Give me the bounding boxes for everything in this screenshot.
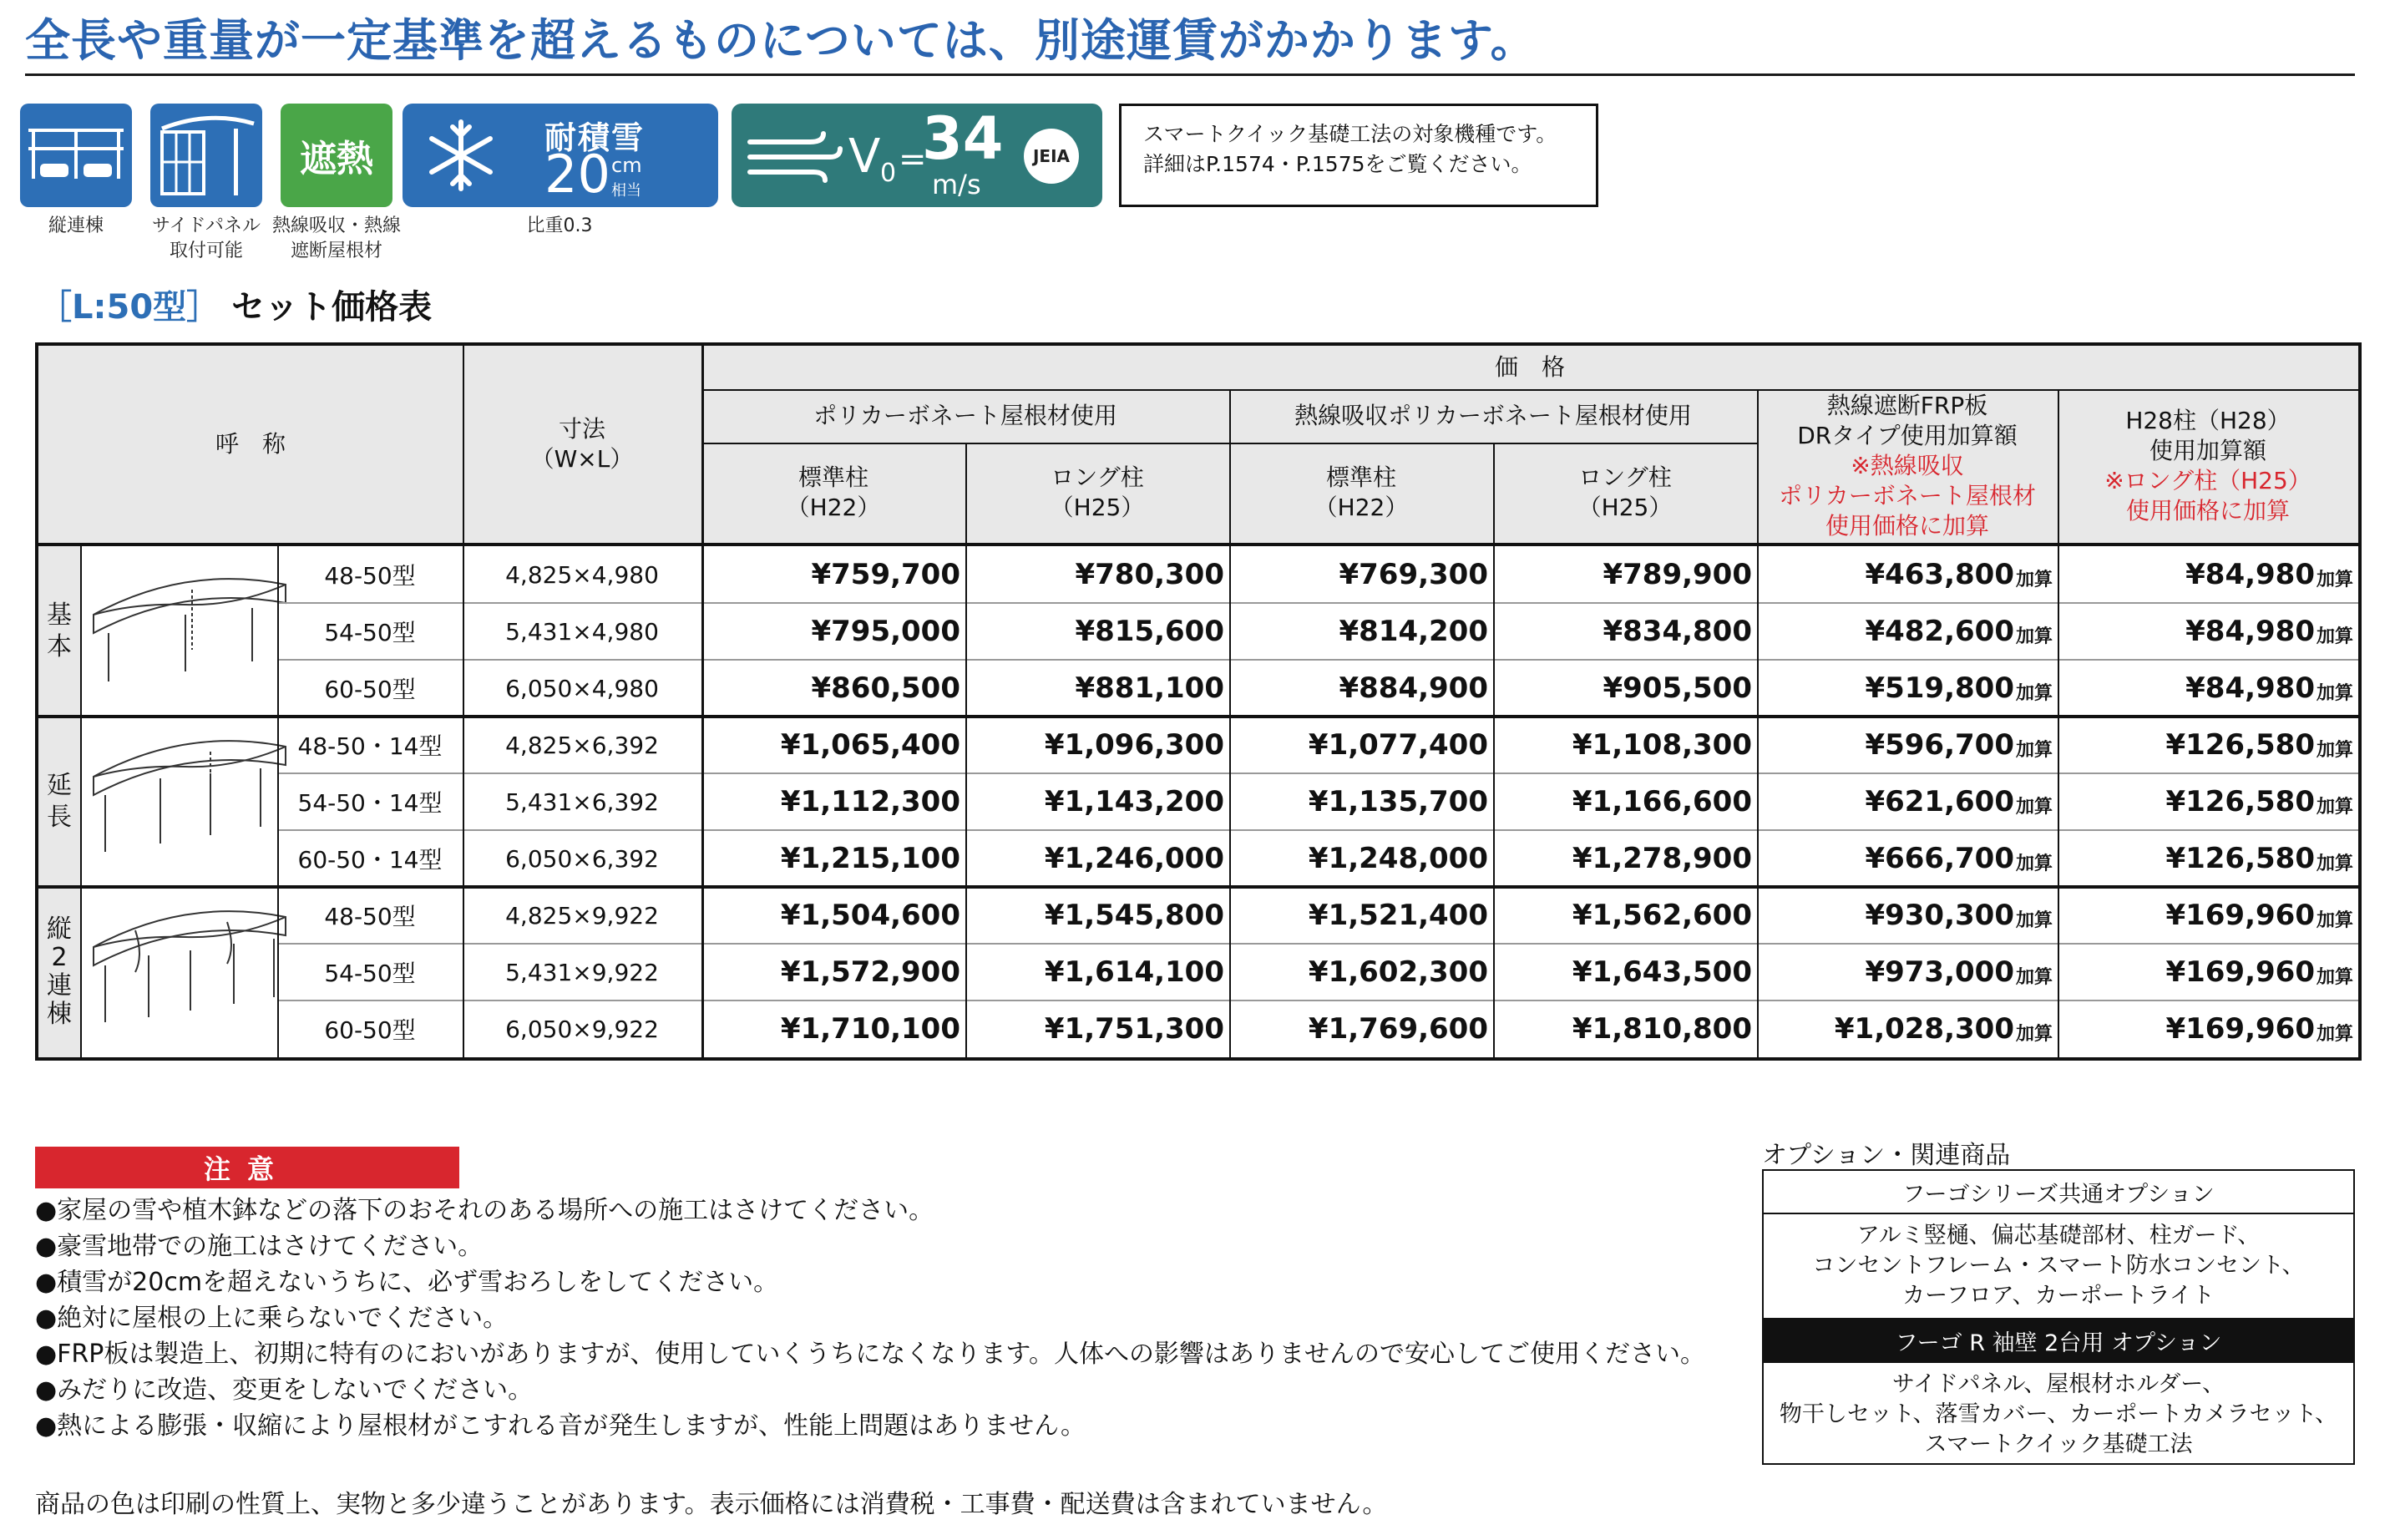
- grid-line: [701, 346, 704, 1057]
- header-size: 寸法 （W×L）: [463, 346, 701, 543]
- add-suffix: 加算: [2015, 626, 2053, 647]
- caution-item: ●みだりに改造、変更をしないでください。: [35, 1375, 534, 1405]
- cell-h28: ¥84,980 加算: [2185, 615, 2353, 648]
- snow-unit-note: 相当: [611, 182, 641, 200]
- grid-line: [1493, 443, 1495, 1057]
- cell-hpc-std: ¥1,248,000: [1308, 842, 1488, 875]
- heat-shield-badge: 遮熱: [281, 104, 392, 207]
- grid-line: [2058, 389, 2059, 1057]
- heat-caption: 熱線吸収・熱線 遮断屋根材: [271, 215, 401, 261]
- grid-line: [38, 715, 2358, 718]
- caution-item: ●FRP板は製造上、初期に特有のにおいがありますが、使用していくうちになくなります。人体への影響はありませんので安心してご使用ください。: [35, 1340, 1705, 1369]
- caution-list: [35, 1193, 1705, 1444]
- grid-line: [701, 443, 1757, 444]
- grid-line: [80, 546, 82, 1057]
- cell-pc-std: ¥1,215,100: [780, 842, 960, 875]
- cell-hpc-long: ¥1,643,500: [1572, 955, 1752, 989]
- add-suffix: 加算: [2015, 853, 2053, 874]
- cell-size: 6,050×9,922: [505, 1015, 659, 1043]
- wind-sub: 0: [880, 159, 897, 188]
- cell-pc-long: ¥1,751,300: [1044, 1012, 1224, 1046]
- side-panel-icon: [150, 104, 262, 207]
- cell-name: 48-50・14型: [297, 732, 443, 760]
- cell-hpc-std: ¥769,300: [1339, 558, 1488, 591]
- cell-h28: ¥126,580 加算: [2165, 842, 2353, 875]
- wind-speed-badge: [732, 104, 1102, 207]
- header-pc-std: 標準柱 （H22）: [701, 443, 965, 543]
- cell-name: 54-50型: [324, 619, 416, 646]
- header-pc-long: ロング柱 （H25）: [965, 443, 1229, 543]
- caution-item: ●熱による膨張・収縮により屋根材がこすれる音が発生しますが、性能上問題はありません。: [35, 1411, 1086, 1441]
- tandem-carport-icon: [20, 104, 132, 207]
- add-suffix: 加算: [2316, 682, 2353, 704]
- cell-frp: ¥1,028,300 加算: [1834, 1012, 2053, 1046]
- extension-carport-illustration: [85, 727, 299, 877]
- snow-unit: cm: [611, 154, 642, 177]
- caution-title: 注意: [35, 1147, 459, 1188]
- cell-size: 6,050×4,980: [505, 674, 659, 702]
- add-suffix: 加算: [2316, 626, 2353, 647]
- notice-box: スマートクイック基礎工法の対象機種です。 詳細はP.1574・P.1575をご覧ください。: [1119, 104, 1598, 207]
- add-suffix: 加算: [2316, 909, 2353, 931]
- snow-caption: 比重0.3: [526, 215, 593, 236]
- grid-line: [38, 543, 2358, 546]
- divider: [25, 73, 2355, 76]
- caution-item: ●家屋の雪や植木鉢などの落下のおそれのある場所への施工はさけてください。: [35, 1196, 934, 1225]
- add-suffix: 加算: [2015, 569, 2053, 590]
- cell-hpc-std: ¥814,200: [1339, 615, 1488, 648]
- cell-h28: ¥84,980 加算: [2185, 671, 2353, 705]
- header-hpc-long: ロング柱 （H25）: [1493, 443, 1757, 543]
- cell-hpc-std: ¥884,900: [1339, 671, 1488, 705]
- cell-size: 5,431×4,980: [505, 617, 659, 646]
- grid-line: [965, 443, 967, 1057]
- caution-item: ●豪雪地帯での施工はさけてください。: [35, 1232, 484, 1261]
- cell-pc-long: ¥815,600: [1075, 615, 1224, 648]
- cell-pc-std: ¥1,710,100: [780, 1012, 960, 1046]
- cell-hpc-std: ¥1,521,400: [1308, 899, 1488, 932]
- cell-name: 54-50・14型: [297, 789, 443, 817]
- cell-h28: ¥169,960 加算: [2165, 899, 2353, 932]
- side-panel-caption: サイドパネル 取付可能: [151, 215, 261, 261]
- header-frp: 熱線遮断FRP板 DRタイプ使用加算額 ※熱線吸収 ポリカーボネート屋根材 使用価格に加算: [1757, 389, 2058, 543]
- cell-pc-std: ¥1,504,600: [780, 899, 960, 932]
- group-label-basic: 基 本: [38, 546, 80, 717]
- wind-unit: m/s: [932, 169, 981, 200]
- cell-name: 48-50型: [324, 903, 416, 930]
- cell-pc-std: ¥1,572,900: [780, 955, 960, 989]
- cell-hpc-long: ¥1,108,300: [1572, 728, 1752, 762]
- add-suffix: 加算: [2015, 682, 2053, 704]
- options-specific-title: フーゴ R 袖壁 2台用 オプション: [1764, 1320, 2353, 1363]
- cell-hpc-std: ¥1,602,300: [1308, 955, 1488, 989]
- caution-item: ●絶対に屋根の上に乗らないでください。: [35, 1304, 509, 1333]
- cell-size: 4,825×4,980: [505, 560, 659, 589]
- options-specific-box: フーゴ R 袖壁 2台用 オプション サイドパネル、屋根材ホルダー、 物干しセット、落雪カバー、カーポートカメラセット、 スマートクイック基礎工法: [1762, 1318, 2355, 1465]
- cell-hpc-std: ¥1,077,400: [1308, 728, 1488, 762]
- footer-note: 商品の色は印刷の性質上、実物と多少違うことがあります。表示価格には消費税・工事費・配送費は含まれていません。: [35, 1490, 1388, 1519]
- group-label-extension: 延 長: [38, 717, 80, 887]
- cell-h28: ¥169,960 加算: [2165, 1012, 2353, 1046]
- header-hpc: 熱線吸収ポリカーボネート屋根材使用: [1229, 389, 1757, 443]
- cell-frp: ¥973,000 加算: [1865, 955, 2053, 989]
- cell-frp: ¥930,300 加算: [1865, 899, 2053, 932]
- cell-pc-long: ¥1,143,200: [1044, 785, 1224, 818]
- cell-hpc-long: ¥1,562,600: [1572, 899, 1752, 932]
- add-suffix: 加算: [2015, 966, 2053, 988]
- grid-line: [38, 885, 2358, 889]
- snow-value: 20: [544, 144, 610, 205]
- cell-frp: ¥666,700 加算: [1865, 842, 2053, 875]
- cell-pc-long: ¥1,246,000: [1044, 842, 1224, 875]
- cell-pc-long: ¥1,545,800: [1044, 899, 1224, 932]
- cell-pc-std: ¥1,065,400: [780, 728, 960, 762]
- cell-hpc-long: ¥834,800: [1603, 615, 1752, 648]
- cell-pc-std: ¥860,500: [811, 671, 960, 705]
- cell-pc-std: ¥1,112,300: [780, 785, 960, 818]
- cell-size: 5,431×9,922: [505, 958, 659, 986]
- cell-frp: ¥621,600 加算: [1865, 785, 2053, 818]
- cell-hpc-std: ¥1,135,700: [1308, 785, 1488, 818]
- cell-h28: ¥84,980 加算: [2185, 558, 2353, 591]
- wind-value: 34: [922, 104, 1004, 173]
- options-title: オプション・関連商品: [1762, 1141, 2011, 1170]
- cell-size: 5,431×6,392: [505, 788, 659, 816]
- headline: 全長や重量が一定基準を超えるものについては、別途運賃がかかります。: [25, 14, 1537, 67]
- snowflake-icon: [421, 115, 501, 195]
- cell-size: 4,825×9,922: [505, 901, 659, 930]
- grid-line: [463, 346, 464, 1057]
- cell-hpc-long: ¥905,500: [1603, 671, 1752, 705]
- cell-hpc-long: ¥789,900: [1603, 558, 1752, 591]
- model-label: ［L:50型］: [38, 288, 220, 327]
- cell-frp: ¥596,700 加算: [1865, 728, 2053, 762]
- cell-hpc-long: ¥1,278,900: [1572, 842, 1752, 875]
- wind-eq: =: [899, 140, 927, 179]
- options-common-title: フーゴシリーズ共通オプション: [1764, 1171, 2353, 1214]
- cell-pc-long: ¥881,100: [1075, 671, 1224, 705]
- cell-pc-long: ¥1,614,100: [1044, 955, 1224, 989]
- tandem-caption: 縦連棟: [48, 215, 104, 236]
- cell-name: 60-50・14型: [297, 846, 443, 874]
- header-price: 価 格: [701, 346, 2358, 389]
- cell-name: 54-50型: [324, 960, 416, 987]
- add-suffix: 加算: [2015, 796, 2053, 818]
- snow-label: 耐積雪: [544, 119, 646, 156]
- grid-line: [1229, 389, 1231, 1057]
- grid-line: [277, 546, 279, 1057]
- add-suffix: 加算: [2015, 739, 2053, 761]
- cell-frp: ¥519,800 加算: [1865, 671, 2053, 705]
- table-name: セット価格表: [231, 288, 433, 327]
- grid-line: [701, 389, 2358, 391]
- header-name: 呼 称: [38, 346, 463, 543]
- cell-h28: ¥126,580 加算: [2165, 785, 2353, 818]
- cell-name: 60-50型: [324, 1016, 416, 1044]
- cell-hpc-long: ¥1,810,800: [1572, 1012, 1752, 1046]
- grid-line: [1757, 389, 1759, 1057]
- header-pc: ポリカーボネート屋根材使用: [701, 389, 1229, 443]
- add-suffix: 加算: [2316, 569, 2353, 590]
- basic-carport-illustration: [85, 556, 299, 707]
- header-hpc-std: 標準柱 （H22）: [1229, 443, 1493, 543]
- cell-pc-long: ¥780,300: [1075, 558, 1224, 591]
- cell-h28: ¥126,580 加算: [2165, 728, 2353, 762]
- cell-size: 4,825×6,392: [505, 731, 659, 759]
- add-suffix: 加算: [2316, 1023, 2353, 1045]
- options-common-box: フーゴシリーズ共通オプション アルミ竪樋、偏芯基礎部材、柱ガード、 コンセントフレーム・スマート防水コンセント、 カーフロア、カーポートライト: [1762, 1169, 2355, 1321]
- add-suffix: 加算: [2316, 739, 2353, 761]
- cell-pc-long: ¥1,096,300: [1044, 728, 1224, 762]
- group-label-tandem: 縦 2 連 棟: [38, 887, 80, 1057]
- table-title: [38, 281, 432, 328]
- add-suffix: 加算: [2015, 1023, 2053, 1045]
- header-h28: H28柱（H28） 使用加算額 ※ロング柱（H25） 使用価格に加算: [2058, 389, 2358, 543]
- cell-size: 6,050×6,392: [505, 844, 659, 873]
- cell-hpc-long: ¥1,166,600: [1572, 785, 1752, 818]
- add-suffix: 加算: [2316, 853, 2353, 874]
- add-suffix: 加算: [2316, 966, 2353, 988]
- wind-prefix: V: [848, 129, 881, 184]
- cell-hpc-std: ¥1,769,600: [1308, 1012, 1488, 1046]
- cell-frp: ¥482,600 加算: [1865, 615, 2053, 648]
- tandem-carport-illustration: [85, 897, 299, 1047]
- add-suffix: 加算: [2015, 909, 2053, 931]
- price-table: [35, 342, 2362, 1061]
- cell-h28: ¥169,960 加算: [2165, 955, 2353, 989]
- caution-item: ●積雪が20cmを超えないうちに、必ず雪おろしをしてください。: [35, 1268, 779, 1297]
- add-suffix: 加算: [2316, 796, 2353, 818]
- wind-icon: [743, 127, 843, 185]
- jeia-badge: JEIA: [1024, 129, 1079, 184]
- cell-frp: ¥463,800 加算: [1865, 558, 2053, 591]
- snow-load-badge: [403, 104, 718, 207]
- cell-name: 60-50型: [324, 676, 416, 703]
- cell-pc-std: ¥795,000: [811, 615, 960, 648]
- cell-name: 48-50型: [324, 562, 416, 590]
- cell-pc-std: ¥759,700: [811, 558, 960, 591]
